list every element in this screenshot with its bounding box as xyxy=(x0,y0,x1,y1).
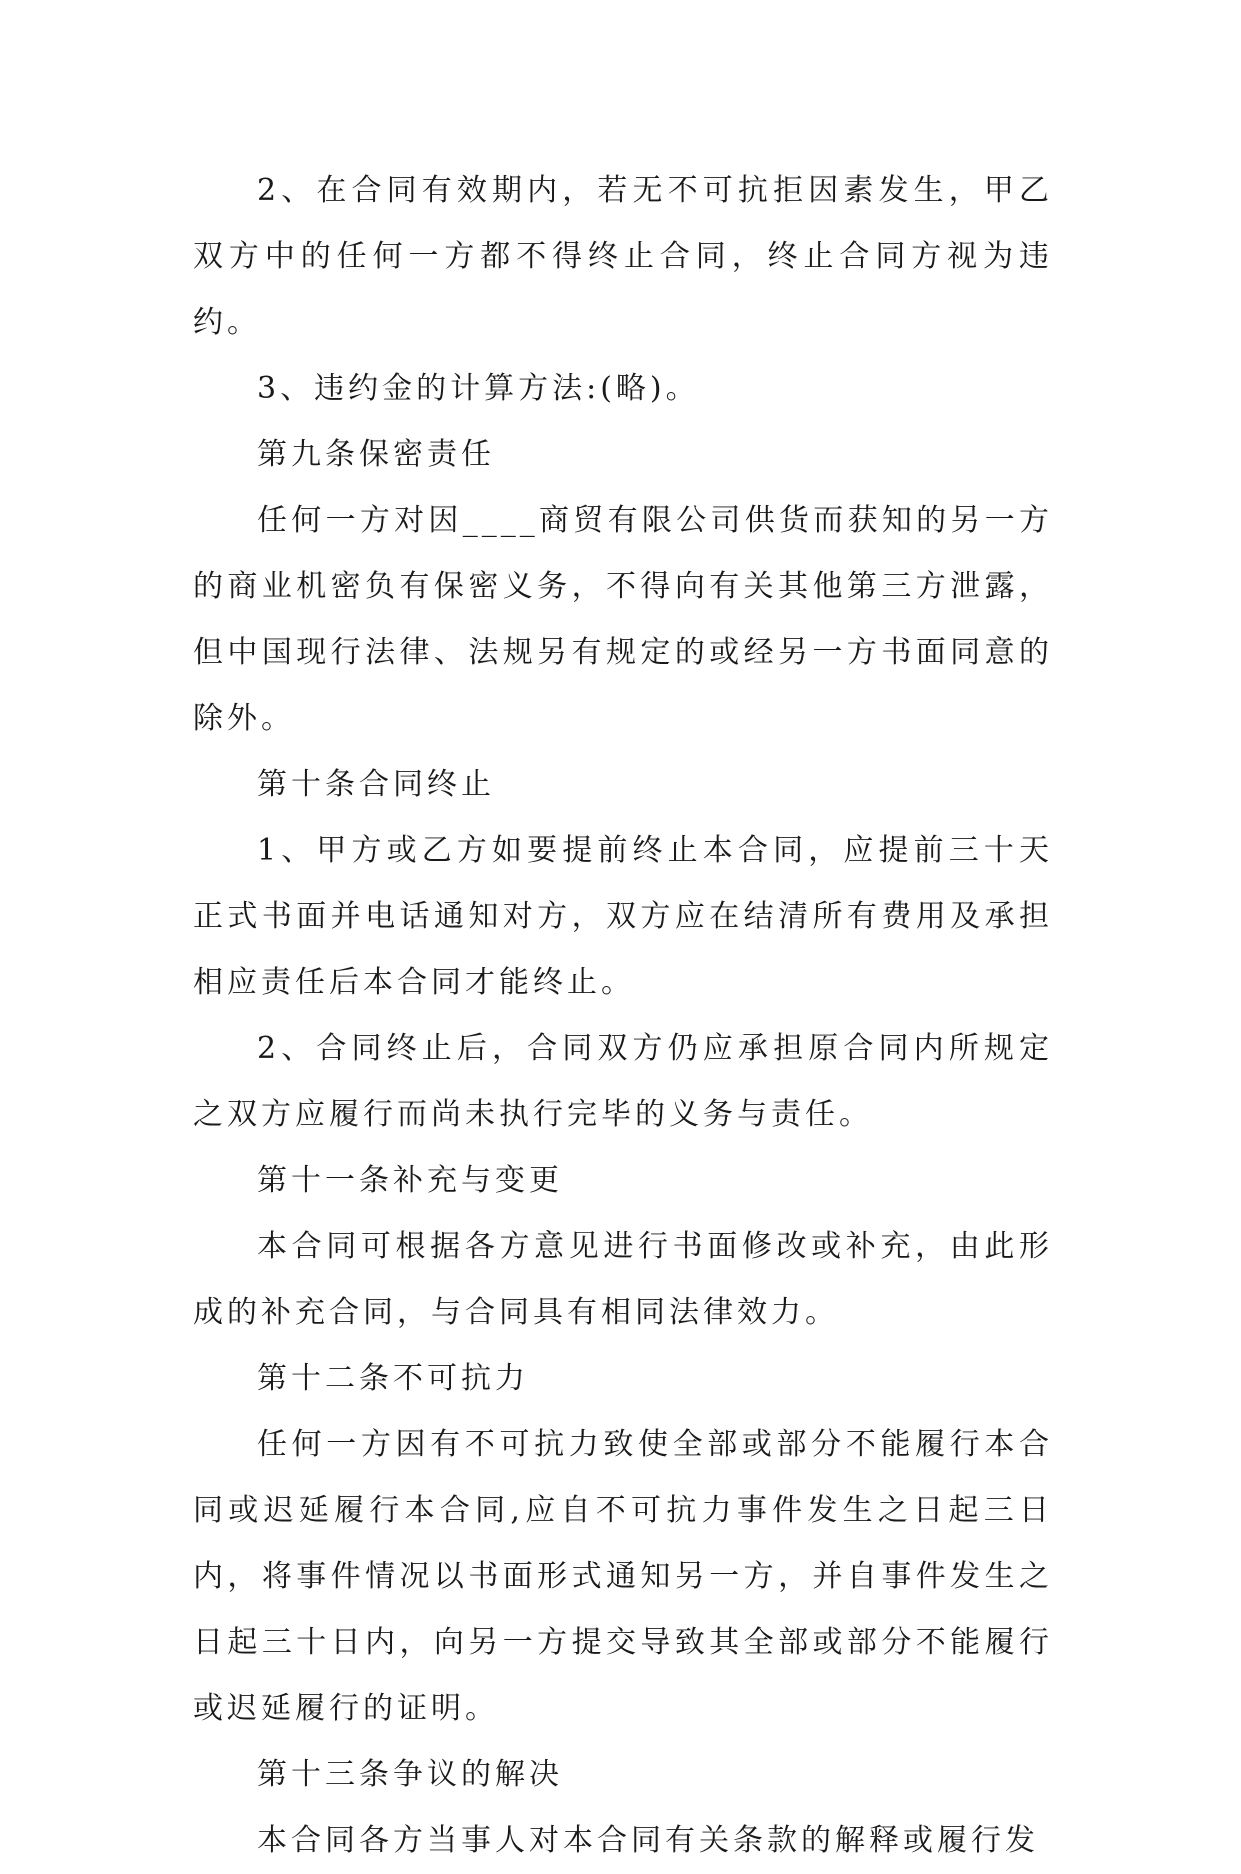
heading-article-11: 第十一条补充与变更 xyxy=(257,1163,563,1198)
paragraph-article-9: 任何一方对因____商贸有限公司供货而获知的另一方的商业机密负有保密义务，不得向有关其他第三方泄露，但中国现行法律、法规另有规定的或经另一方书面同意的除外。 xyxy=(193,503,1053,736)
heading-article-10: 第十条合同终止 xyxy=(257,767,495,802)
heading-article-13: 第十三条争议的解决 xyxy=(257,1757,563,1792)
paragraph-clause-10-1: 1、甲方或乙方如要提前终止本合同，应提前三十天正式书面并电话通知对方，双方应在结清所有费用及承担相应责任后本合同才能终止。 xyxy=(193,833,1053,1000)
heading-article-12: 第十二条不可抗力 xyxy=(257,1361,529,1396)
document-body xyxy=(193,158,1053,1874)
paragraph-article-11: 本合同可根据各方意见进行书面修改或补充，由此形成的补充合同，与合同具有相同法律效力。 xyxy=(193,1229,1053,1330)
heading-article-9: 第九条保密责任 xyxy=(257,437,495,472)
paragraph-clause-10-2: 2、合同终止后，合同双方仍应承担原合同内所规定之双方应履行而尚未执行完毕的义务与责任。 xyxy=(193,1031,1053,1132)
paragraph-clause-8-2: 2、在合同有效期内，若无不可抗拒因素发生，甲乙双方中的任何一方都不得终止合同，终止合同方视为违约。 xyxy=(193,173,1053,340)
paragraph-article-12: 任何一方因有不可抗力致使全部或部分不能履行本合同或迟延履行本合同,应自不可抗力事件发生之日起三日内，将事件情况以书面形式通知另一方，并自事件发生之日起三十日内，向另一方提交导致其全部或部分不能履行或迟延履行的证明。 xyxy=(193,1427,1053,1726)
paragraph-article-13: 本合同各方当事人对本合同有关条款的解释或履行发 xyxy=(257,1823,1039,1858)
paragraph-clause-8-3: 3、违约金的计算方法:(略)。 xyxy=(257,371,700,406)
